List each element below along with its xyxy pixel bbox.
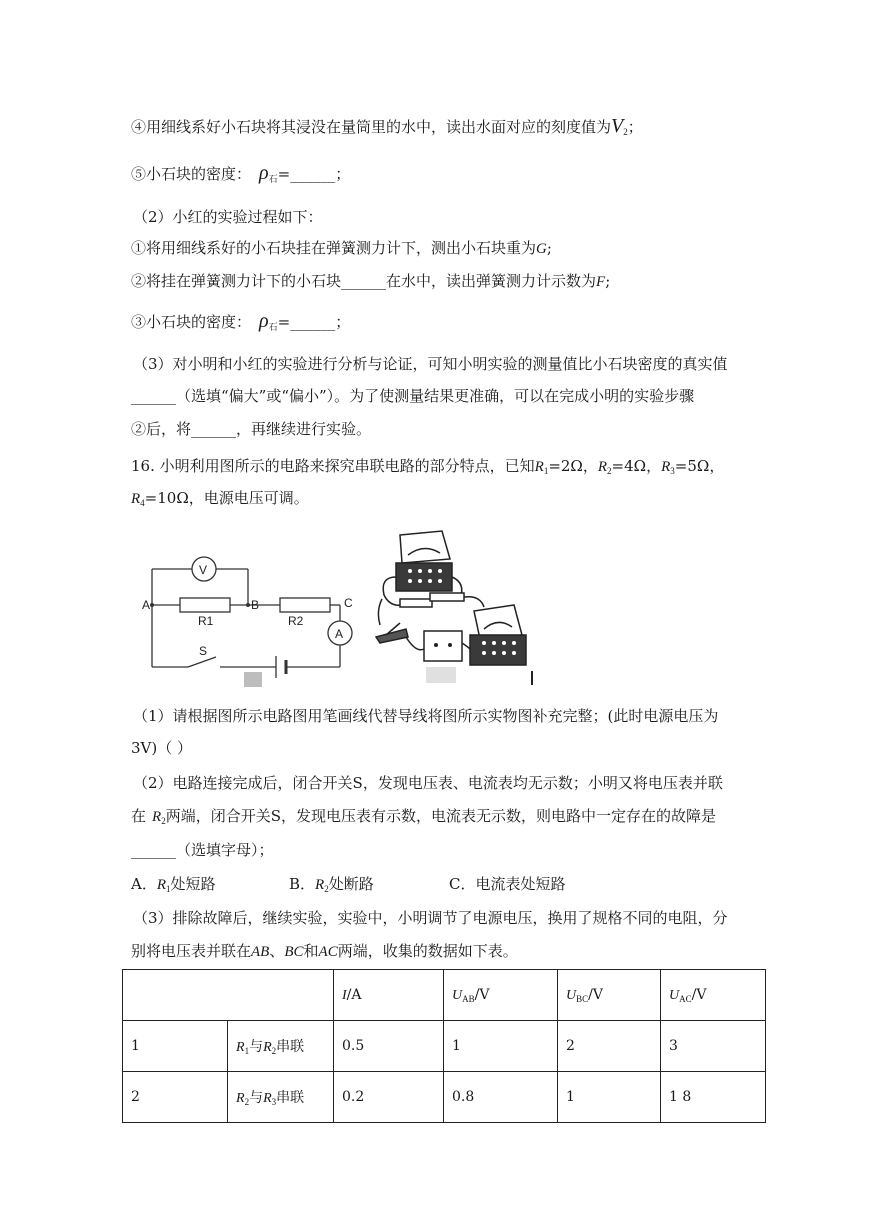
option-a-sub: 1 xyxy=(166,884,171,894)
bc-label: BC xyxy=(284,944,304,960)
header-uab xyxy=(444,970,558,1021)
row-combination xyxy=(228,1021,334,1072)
row-uab: 0.8 xyxy=(444,1072,558,1123)
option-b-sub: 2 xyxy=(324,884,329,894)
row-mid: 与 xyxy=(249,1039,264,1055)
row-ra: R xyxy=(236,1091,245,1106)
row-mid: 与 xyxy=(249,1090,264,1106)
circuit-diagram xyxy=(140,545,360,690)
r4-sub: 4 xyxy=(140,498,145,508)
part2-step1-end: ; xyxy=(546,239,552,257)
row-ra-sub: 1 xyxy=(244,1046,250,1056)
r4-var: R xyxy=(131,491,141,507)
row-rb: R xyxy=(263,1091,272,1106)
header-uab-sub: AB xyxy=(462,993,475,1004)
row-current: 0.2 xyxy=(334,1072,444,1123)
sub2-line3: ______（选填字母）； xyxy=(131,841,274,859)
sub2-line2-pre: 在 xyxy=(131,807,147,825)
option-a-var: R xyxy=(156,877,167,893)
step5-blank: =______； xyxy=(277,165,351,183)
sub1-line2: 3V)（ ） xyxy=(131,739,192,757)
row-rb-sub: 3 xyxy=(271,1097,277,1107)
row-rb-sub: 2 xyxy=(271,1046,277,1056)
smudge-mark-2 xyxy=(426,667,456,683)
r4-value: =10Ω，电源电压可调。 xyxy=(144,489,309,507)
row-number: 2 xyxy=(123,1072,228,1123)
sub2-r-var: R xyxy=(152,809,162,825)
header-uac-var: U xyxy=(669,987,680,1003)
r3-value: =5Ω， xyxy=(674,457,725,475)
part2-step3 xyxy=(131,311,350,337)
sub2-line1: （2）电路连接完成后，闭合开关S，发现电压表、电流表均无示数；小明又将电压表并联 xyxy=(133,774,723,792)
option-a xyxy=(131,873,216,894)
header-uab-unit: /V xyxy=(474,986,490,1003)
r3-sub: 3 xyxy=(670,466,675,476)
sub3-line2-pre: 别将电压表并联在 xyxy=(131,942,252,960)
option-b xyxy=(289,873,374,894)
rho-subscript-2: 石 xyxy=(268,322,278,332)
table-row xyxy=(123,1072,766,1123)
row-current: 0.5 xyxy=(334,1021,444,1072)
table-row xyxy=(123,1021,766,1072)
part2-step1 xyxy=(131,238,552,259)
row-uac-value: 1 8 xyxy=(669,1089,692,1105)
r1-sub: 1 xyxy=(543,466,549,476)
part3-line3: ②后，将______，再继续进行实验。 xyxy=(131,420,372,438)
row-tail: 串联 xyxy=(276,1039,305,1055)
header-i: I xyxy=(342,987,347,1003)
part2-step2-text: ②将挂在弹簧测力计下的小石块______在水中，读出弹簧测力计示数为 xyxy=(131,272,597,290)
sub2-line2-post: 两端，闭合开关S，发现电压表有示数，电流表无示数，则电路中一定存在的故障是 xyxy=(165,807,716,825)
apparatus-illustration xyxy=(372,525,540,690)
header-uac xyxy=(661,970,766,1021)
step4-end: ； xyxy=(627,118,643,136)
header-ubc xyxy=(558,970,661,1021)
table-header-row xyxy=(123,970,766,1021)
part2-step3-text: ③小石块的密度： xyxy=(131,313,252,331)
f-variable: F xyxy=(596,274,606,290)
header-current xyxy=(334,970,444,1021)
v2-subscript: 2 xyxy=(623,127,628,137)
switch-label: S xyxy=(199,644,208,658)
row-uac: 3 xyxy=(661,1021,766,1072)
part2-step2-end: ; xyxy=(605,272,611,290)
row-uac xyxy=(661,1072,766,1123)
header-ubc-var: U xyxy=(566,987,577,1003)
sub3-line2 xyxy=(131,941,518,962)
part2-step3-blank: =______； xyxy=(277,313,351,331)
part2-step2 xyxy=(131,271,610,292)
option-b-text: 处断路 xyxy=(328,875,374,893)
node-a-label: A xyxy=(142,598,151,612)
r1-label: R1 xyxy=(198,614,214,628)
header-i-unit: /A xyxy=(346,986,362,1003)
r2-sub: 2 xyxy=(607,466,612,476)
option-a-text: 处短路 xyxy=(170,875,216,893)
ac-label: AC xyxy=(318,944,338,960)
rho-subscript: 石 xyxy=(268,174,278,184)
and-word: 和 xyxy=(303,942,319,960)
option-b-letter: B． xyxy=(289,875,316,893)
r2-value: =4Ω， xyxy=(611,457,662,475)
r3-var: R xyxy=(661,459,671,475)
r2-label: R2 xyxy=(288,614,304,628)
q16-text: 16. 小明利用图所示的电路来探究串联电路的部分特点，已知 xyxy=(131,457,535,475)
option-a-letter: A． xyxy=(131,875,157,893)
part3-line2: ______（选填“偏大”或“偏小”）。为了使测量结果更准确，可以在完成小明的实验步骤 xyxy=(131,387,695,405)
header-uac-unit: /V xyxy=(691,986,707,1003)
data-table xyxy=(122,969,766,1123)
header-empty-cell xyxy=(123,970,334,1021)
step4-line xyxy=(131,116,643,142)
sub1-line1: （1）请根据图所示电路图用笔画线代替导线将图所示实物图补充完整；(此时电源电压为 xyxy=(133,707,719,725)
part2-step1-text: ①将用细线系好的小石块挂在弹簧测力计下，测出小石块重为 xyxy=(131,239,537,257)
header-ubc-unit: /V xyxy=(588,986,603,1003)
voltmeter-label: V xyxy=(199,563,208,577)
row-tail: 串联 xyxy=(276,1090,305,1106)
sub2-r-sub: 2 xyxy=(161,816,166,826)
q16-line1 xyxy=(131,456,724,481)
row-ubc: 1 xyxy=(558,1072,661,1123)
sep-1: 、 xyxy=(269,942,285,960)
row-number: 1 xyxy=(123,1021,228,1072)
part3-line1: （3）对小明和小红的实验进行分析与论证，可知小明实验的测量值比小石块密度的真实值 xyxy=(133,355,728,373)
q16-line2 xyxy=(131,488,309,513)
step5-line xyxy=(131,163,350,189)
header-uab-var: U xyxy=(452,987,463,1003)
step4-text: ④用细线系好小石块将其浸没在量筒里的水中，读出水面对应的刻度值为 xyxy=(131,118,612,136)
header-uac-sub: AC xyxy=(679,993,692,1004)
node-c-label: C xyxy=(344,596,353,610)
r1-var: R xyxy=(534,459,544,475)
node-b-label: B xyxy=(251,598,260,612)
row-combination xyxy=(228,1072,334,1123)
g-variable: G xyxy=(536,241,547,257)
sub3-line2-post: 两端，收集的数据如下表。 xyxy=(337,942,518,960)
sub2-line2 xyxy=(131,806,716,831)
row-ra: R xyxy=(236,1040,245,1055)
smudge-mark xyxy=(244,672,262,687)
rho-symbol: ρ xyxy=(259,162,269,184)
r2-var: R xyxy=(597,459,608,475)
option-b-var: R xyxy=(315,877,325,893)
part2-title: （2）小红的实验过程如下： xyxy=(133,208,323,226)
step5-text: ⑤小石块的密度： xyxy=(131,165,252,183)
row-rb: R xyxy=(263,1040,272,1055)
ab-label: AB xyxy=(251,944,270,960)
row-ubc: 2 xyxy=(558,1021,661,1072)
ammeter-label: A xyxy=(335,627,344,641)
option-c: C．电流表处短路 xyxy=(449,875,566,893)
row-ra-sub: 2 xyxy=(244,1097,250,1107)
r1-value: =2Ω， xyxy=(548,457,598,475)
row-uab: 1 xyxy=(444,1021,558,1072)
sub3-line1: （3）排除故障后，继续实验，实验中，小明调节了电源电压，换用了规格不同的电阻，分 xyxy=(133,909,728,927)
header-ubc-sub: BC xyxy=(576,993,589,1004)
rho-symbol-2: ρ xyxy=(259,310,269,332)
v2-variable: V xyxy=(611,115,624,137)
